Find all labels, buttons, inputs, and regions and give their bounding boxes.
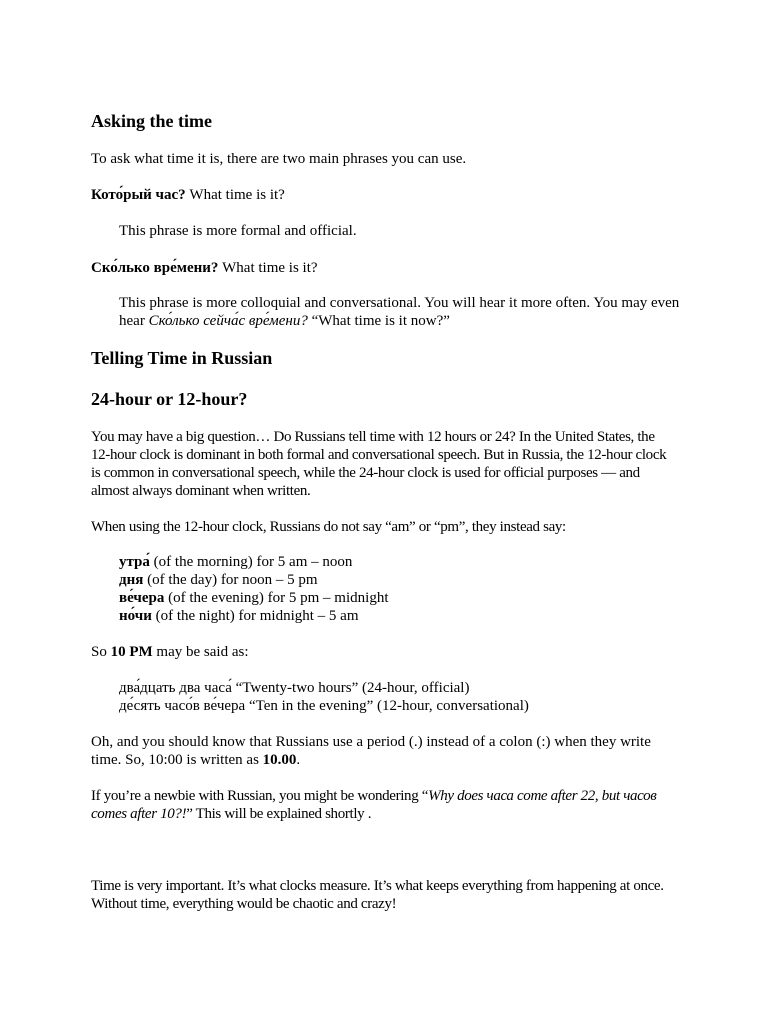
heading-telling-time: Telling Time in Russian xyxy=(91,348,273,368)
list-item xyxy=(119,571,681,589)
phrase-note-colloquial xyxy=(91,294,681,330)
period-ru: дня xyxy=(119,572,144,588)
phrase-note-formal: This phrase is more formal and official. xyxy=(119,223,357,239)
newbie-text: If you’re a newbie with Russian, you might be wondering “ xyxy=(91,788,429,804)
paragraph-12-hour-clock: When using the 12-hour clock, Russians do not say “am” or “pm”, they instead say: xyxy=(91,519,566,535)
heading-asking-the-time: Asking the time xyxy=(91,111,212,131)
period-en: (of the evening) for 5 pm – midnight xyxy=(164,590,389,606)
period-en: (of the night) for midnight – 5 am xyxy=(151,608,359,624)
phrase-en: What time is it? xyxy=(185,187,285,203)
period-en: (of the day) for noon – 5 pm xyxy=(143,572,318,588)
paragraph-big-question: You may have a big question… Do Russians tell time with 12 hours or 24? In the United States, the 12-hour clock is dominant in both formal and conversational speech. But in Russia, the 12-hour clock is common in conversational speech, while the 24-hour clock is used for official purposes — and almost always dominant when written. xyxy=(91,429,667,499)
day-periods-list xyxy=(91,553,681,625)
period-ru: утра́ xyxy=(119,554,150,570)
period-ru: ве́чера xyxy=(119,590,165,606)
period-en: (of the morning) for 5 am – noon xyxy=(149,554,353,570)
list-item xyxy=(119,607,681,625)
period-ru: но́чи xyxy=(119,608,152,624)
example-en: “Twenty-two hours” (24-hour, official) xyxy=(231,680,470,696)
note-italic-ru: Ско́лько сейча́с вре́мени? xyxy=(148,313,308,329)
paragraph-period-colon xyxy=(91,733,666,769)
note-bold: 10.00 xyxy=(262,752,297,768)
list-item xyxy=(119,553,681,571)
list-item xyxy=(119,679,681,697)
phrase-skolko-vremeni xyxy=(91,259,681,277)
so-text-after: may be said as: xyxy=(152,644,249,660)
so-text: So xyxy=(91,644,111,660)
example-ru: де́сять часо́в ве́чера xyxy=(119,698,246,714)
example-en: “Ten in the evening” (12-hour, conversational) xyxy=(245,698,529,714)
so-bold: 10 PM xyxy=(110,644,153,660)
paragraph-closing: Time is very important. It’s what clocks measure. It’s what keeps everything from happening at once. Without time, everything would be chaotic and crazy! xyxy=(91,878,664,912)
phrase-kotoryi-chas xyxy=(91,186,681,204)
phrase-ru: Ско́лько вре́мени? xyxy=(91,260,219,276)
examples-list xyxy=(91,679,681,715)
note-text: Oh, and you should know that Russians use a period (.) instead of a colon (:) when they write time. So, 10:00 is written as xyxy=(91,734,651,768)
list-item xyxy=(119,589,681,607)
phrase-en: What time is it? xyxy=(218,260,318,276)
newbie-end: ” This will be explained shortly . xyxy=(186,806,372,822)
so-10pm-line xyxy=(91,643,681,661)
note-text: This phrase is more colloquial and conversational. You will hear it more often. You may even hear xyxy=(119,295,680,329)
example-ru: два́дцать два часа́ xyxy=(119,680,232,696)
intro-paragraph: To ask what time it is, there are two main phrases you can use. xyxy=(91,151,467,167)
newbie-italic: Why does часа come after 22, but часов comes after 10?! xyxy=(91,788,657,822)
phrase-ru: Кото́рый час? xyxy=(91,187,186,203)
list-item xyxy=(119,697,681,715)
note-end: . xyxy=(296,752,301,768)
heading-24-or-12: 24-hour or 12-hour? xyxy=(91,389,248,409)
note-translation: “What time is it now?” xyxy=(307,313,450,329)
paragraph-newbie xyxy=(91,787,666,823)
